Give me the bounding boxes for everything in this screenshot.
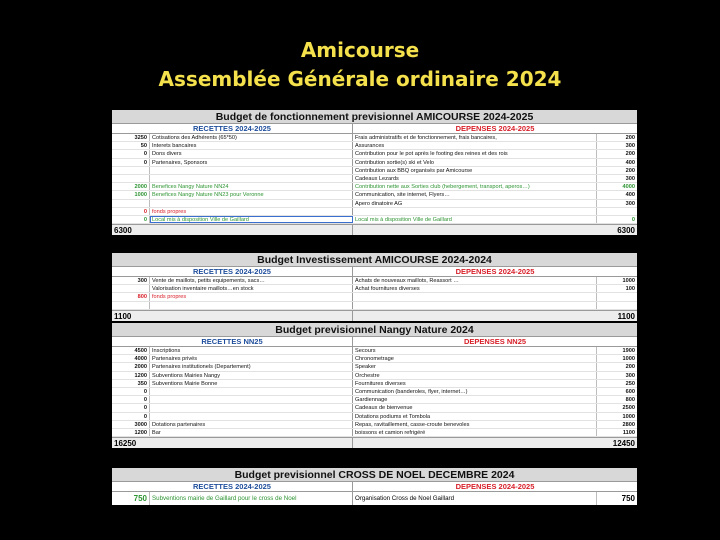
recette-amount[interactable]: 3250 (112, 134, 150, 141)
depense-label[interactable] (353, 208, 597, 215)
table-row (112, 142, 637, 150)
table-row (112, 167, 637, 175)
recette-amount[interactable]: 0 (112, 150, 150, 157)
depense-amount[interactable]: 200 (625, 135, 635, 141)
depense-label[interactable]: Chronometrage (353, 355, 597, 362)
recette-label[interactable]: Dotations partenaires (150, 421, 353, 428)
depense-label[interactable]: Gardiennage (353, 396, 597, 403)
recette-amount[interactable]: 0 (112, 216, 150, 223)
table-row (112, 421, 637, 429)
recette-amount[interactable]: 0 (112, 396, 150, 403)
recette-amount[interactable]: 2000 (112, 363, 150, 370)
recette-label[interactable] (150, 200, 353, 207)
depense-label[interactable]: Dotations podiums et Tombola (353, 413, 597, 420)
budget-cross-noel (112, 468, 637, 505)
budget-nangy-nature (112, 323, 637, 448)
depense-amount[interactable]: 800 (625, 397, 635, 404)
table-row (112, 347, 637, 355)
depense-amount[interactable]: 4000 (622, 184, 635, 191)
budget-header-row (112, 482, 637, 492)
recette-amount[interactable]: 3000 (112, 421, 150, 428)
depenses-header: DEPENSES 2024-2025 (455, 124, 535, 133)
total-row (112, 310, 637, 321)
depense-amount[interactable]: 2500 (622, 405, 635, 412)
table-row (112, 404, 637, 412)
table-row (112, 355, 637, 363)
recette-label[interactable] (150, 396, 353, 403)
budget-investissement (112, 253, 637, 321)
table-row (112, 208, 637, 216)
recette-label[interactable]: fonds propres (150, 293, 353, 300)
recette-amount[interactable]: 0 (112, 159, 150, 166)
table-row (112, 183, 637, 191)
recette-label[interactable]: Benefices Nangy Nature NN23 pour Veronne (150, 191, 353, 198)
depense-label[interactable]: Communication, site internet, Flyers… (353, 191, 597, 198)
recette-label[interactable]: Valorisation inventaire maillots…en stock (150, 285, 353, 292)
depense-label[interactable]: Cadeaux de bienvenue (353, 404, 597, 411)
depense-amount[interactable]: 750 (621, 494, 635, 503)
depense-amount[interactable]: 1000 (622, 278, 635, 284)
recettes-header: RECETTES 2024-2025 (112, 267, 353, 276)
title-line-1: Amicourse (300, 38, 420, 62)
depense-label[interactable]: Speaker (353, 363, 597, 370)
depense-amount[interactable] (597, 208, 637, 215)
recette-label[interactable]: Interets bancaires (150, 142, 353, 149)
depense-label[interactable]: Secours (353, 347, 597, 354)
recette-amount[interactable]: 4500 (112, 347, 150, 354)
recette-amount[interactable] (112, 175, 150, 182)
total-spacer (353, 225, 597, 235)
depense-label[interactable]: Achats de nouveaux maillots, Reassort … (353, 277, 597, 284)
total-row (112, 437, 637, 448)
recette-amount[interactable]: 750 (112, 492, 150, 505)
recette-amount[interactable] (112, 285, 150, 292)
depense-label[interactable]: Fournitures diverses (353, 380, 597, 387)
recette-label[interactable]: Partenaires, Sponsors (150, 159, 353, 166)
total-depenses[interactable]: 12450 (612, 439, 635, 449)
depense-amount[interactable]: 1900 (622, 348, 635, 354)
recette-label[interactable] (150, 413, 353, 420)
depense-amount[interactable]: 200 (625, 364, 635, 371)
budget-fonctionnement (112, 110, 637, 235)
recettes-header: RECETTES NN25 (112, 337, 353, 346)
depense-amount[interactable]: 300 (625, 143, 635, 150)
depense-label[interactable]: Apero dinatoire AG (353, 200, 597, 207)
budget-header-row (112, 337, 637, 347)
recette-label[interactable]: Partenaires privés (150, 355, 353, 362)
recette-label[interactable]: Partenaires institutionels (Departement) (150, 363, 353, 370)
table-row (112, 380, 637, 388)
depense-amount[interactable]: 100 (625, 286, 635, 293)
recette-label[interactable] (150, 175, 353, 182)
recette-label[interactable] (150, 302, 353, 309)
total-recettes[interactable]: 1100 (112, 311, 353, 321)
table-row (112, 388, 637, 396)
depense-label[interactable]: Repas, ravitaillement, casse-croute benevoles (353, 421, 597, 428)
recette-label[interactable]: Bar (150, 429, 353, 436)
table-row (112, 200, 637, 208)
table-row (112, 293, 637, 301)
total-depenses[interactable]: 6300 (617, 226, 635, 236)
table-row (112, 191, 637, 199)
table-row (112, 413, 637, 421)
table-row (112, 150, 637, 158)
total-recettes[interactable]: 16250 (112, 438, 353, 448)
recette-amount[interactable]: 800 (112, 293, 150, 300)
recette-label[interactable]: Vente de maillots, petits equipements, sacs… (150, 277, 353, 284)
recette-amount[interactable]: 4000 (112, 355, 150, 362)
recette-amount[interactable]: 50 (112, 142, 150, 149)
recette-label[interactable]: Subventions Mairies Nangy (150, 372, 353, 379)
depense-label[interactable]: Frais administratifs et de fonctionnement, frais bancaires, (353, 134, 597, 141)
depense-amount[interactable] (597, 302, 637, 309)
depense-amount[interactable]: 300 (625, 372, 635, 379)
recette-label[interactable]: Dons divers (150, 150, 353, 157)
recette-amount[interactable]: 1000 (112, 191, 150, 198)
recette-label[interactable]: Inscriptions (150, 347, 353, 354)
recette-amount[interactable]: 0 (112, 208, 150, 215)
depense-amount[interactable]: 200 (625, 151, 635, 158)
recette-label[interactable] (150, 167, 353, 174)
depense-label[interactable]: Cadeaux Lezards (353, 175, 597, 182)
recette-amount[interactable] (112, 302, 150, 309)
depense-amount[interactable]: 2800 (622, 421, 635, 428)
depense-label[interactable]: Contribution nette aux Sorties club (hebergement, transport, aperos…) (353, 183, 597, 190)
recette-amount[interactable]: 0 (112, 404, 150, 411)
recette-label[interactable]: Subventions mairie de Gaillard pour le cross de Noel (150, 492, 353, 505)
recette-amount[interactable]: 0 (112, 388, 150, 395)
depense-label[interactable]: Contribution pour le pot après le footing des reines et des rois (353, 150, 597, 157)
recette-amount[interactable] (112, 167, 150, 174)
depense-amount[interactable]: 400 (625, 192, 635, 199)
budget-header-row (112, 124, 637, 134)
table-row (112, 372, 637, 380)
total-depenses[interactable]: 1100 (617, 311, 635, 321)
depense-label[interactable]: boissons et camion refrigéré (353, 429, 597, 436)
depense-label[interactable]: Orchestre (353, 372, 597, 379)
table-row (112, 363, 637, 371)
recette-label[interactable] (150, 404, 353, 411)
budget-header-row (112, 267, 637, 277)
depense-label[interactable]: Assurances (353, 142, 597, 149)
depense-label[interactable]: Achat fournitures diverses (353, 285, 597, 292)
recette-amount[interactable]: 350 (112, 380, 150, 387)
title-line-2: Assemblée Générale ordinaire 2024 (158, 67, 562, 91)
depense-amount[interactable] (597, 293, 637, 300)
depense-amount[interactable]: 1000 (622, 356, 635, 363)
depense-label[interactable]: Communication (banderoles, flyer, internet…) (353, 388, 597, 395)
depenses-header: DEPENSES 2024-2025 (455, 482, 535, 491)
recette-amount[interactable]: 1200 (112, 372, 150, 379)
table-row (112, 134, 637, 142)
depense-label[interactable] (353, 302, 597, 309)
recette-label[interactable]: Cotisations des Adhérents (65*50) (150, 134, 353, 141)
slide-title (0, 36, 720, 94)
budget-title: Budget previsionnel CROSS DE NOEL DECEMBRE 2024 (112, 468, 637, 482)
total-spacer (353, 311, 597, 321)
depense-label[interactable]: Local mis à disposition Ville de Gaillard (353, 216, 597, 223)
recettes-header: RECETTES 2024-2025 (112, 482, 353, 491)
budget-title: Budget previsionnel Nangy Nature 2024 (112, 323, 637, 337)
table-row (112, 175, 637, 183)
depense-amount[interactable]: 1000 (622, 413, 635, 420)
recette-amount[interactable]: 2000 (112, 183, 150, 190)
recette-amount[interactable]: 1200 (112, 429, 150, 436)
recette-amount[interactable]: 300 (112, 277, 150, 284)
budget-title: Budget Investissement AMICOURSE 2024-2024 (112, 253, 637, 267)
table-row (112, 159, 637, 167)
table-row (112, 277, 637, 285)
table-row (112, 302, 637, 310)
table-row (112, 492, 637, 505)
recette-label[interactable]: fonds propres (150, 208, 353, 215)
depense-label[interactable]: Organisation Cross de Noel Gaillard (353, 492, 597, 505)
table-row (112, 396, 637, 404)
table-row (112, 429, 637, 437)
depense-amount[interactable]: 1100 (622, 429, 635, 436)
recette-label[interactable] (150, 388, 353, 395)
recette-label[interactable]: Subventions Mairie Bonne (150, 380, 353, 387)
depense-amount[interactable]: 600 (625, 388, 635, 395)
depense-amount[interactable]: 250 (625, 380, 635, 387)
depense-amount[interactable]: 400 (625, 159, 635, 166)
recette-label[interactable]: Benefices Nangy Nature NN24 (150, 183, 353, 190)
depenses-header: DEPENSES 2024-2025 (455, 267, 535, 276)
depense-amount[interactable]: 300 (625, 175, 635, 182)
depense-amount[interactable]: 0 (631, 216, 635, 223)
table-row (112, 216, 637, 224)
depenses-header: DEPENSES NN25 (463, 337, 527, 346)
recettes-header: RECETTES 2024-2025 (112, 124, 353, 133)
table-row (112, 285, 637, 293)
total-spacer (353, 438, 597, 448)
total-recettes[interactable]: 6300 (112, 225, 353, 235)
depense-amount[interactable]: 200 (625, 167, 635, 174)
recette-amount[interactable]: 0 (112, 413, 150, 420)
recette-amount[interactable] (112, 200, 150, 207)
depense-label[interactable]: Contribution aux BBQ organisés par Amicourse (353, 167, 597, 174)
depense-label[interactable]: Contribution sortie(s) ski et Velo (353, 159, 597, 166)
recette-label[interactable]: Local mis à disposition Ville de Gaillard (150, 216, 353, 223)
depense-label[interactable] (353, 293, 597, 300)
depense-amount[interactable]: 300 (625, 200, 635, 207)
total-row (112, 224, 637, 235)
budget-title: Budget de fonctionnement previsionnel AMICOURSE 2024-2025 (112, 110, 637, 124)
